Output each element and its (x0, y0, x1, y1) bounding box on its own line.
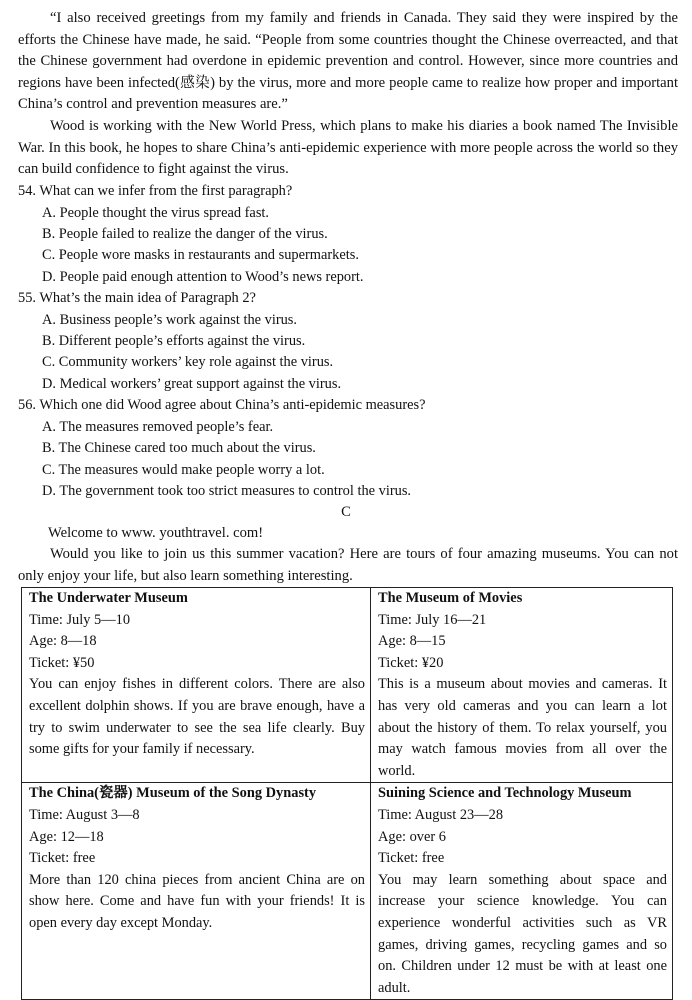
museum-description: More than 120 china pieces from ancient China are on show here. Come and have fun with your friends! It is open every day except Monday. (29, 871, 365, 931)
museum-time: Time: July 5—10 (29, 611, 131, 628)
museum-age: Age: 8—18 (29, 633, 97, 650)
section-heading: C (341, 504, 351, 520)
question-55-option-c: C. Community workers’ key role against the virus. (42, 354, 334, 370)
museum-ticket: Ticket: ¥20 (378, 654, 444, 671)
museum-age: Age: 12—18 (29, 828, 104, 845)
passage-paragraph-2: Wood is working with the New World Press, which plans to make his diaries a book named The Invisible War. In this book, he hopes to share China’s anti-epidemic experience with more people across the world so they can build confidence to fight against the virus. (18, 118, 678, 178)
museum-age: Age: over 6 (378, 828, 446, 845)
museum-title: The Museum of Movies (378, 590, 523, 606)
question-54-option-c: C. People wore masks in restaurants and supermarkets. (42, 247, 359, 263)
museum-time: Time: August 23—28 (378, 806, 504, 823)
museum-time: Time: August 3—8 (29, 806, 140, 823)
museum-description: This is a museum about movies and cameras. It has very old cameras and you can learn a lot about the history of them. To relax yourself, you may watch famous movies from all over the world. (378, 676, 667, 779)
museum-ticket: Ticket: free (378, 850, 445, 867)
museum-title: Suining Science and Technology Museum (378, 785, 632, 802)
museum-table (21, 587, 673, 1000)
question-56-option-d: D. The government took too strict measures to control the virus. (42, 483, 412, 499)
museum-cell-science (371, 783, 673, 1000)
museum-time: Time: July 16—21 (378, 611, 487, 628)
museum-description: You may learn something about space and increase your science knowledge. You can experience wonderful activities such as VR games, driving games, recycling games and so on. Children under 12 must be with at least one adult. (378, 871, 667, 996)
question-56-option-a: A. The measures removed people’s fear. (42, 419, 274, 435)
museum-title: The China(瓷器) Museum of the Song Dynasty (29, 785, 317, 802)
question-56-option-c: C. The measures would make people worry a lot. (42, 462, 325, 478)
question-54-option-d: D. People paid enough attention to Wood’s news report. (42, 269, 364, 285)
question-56-option-b: B. The Chinese cared too much about the virus. (42, 440, 316, 456)
question-55-option-a: A. Business people’s work against the virus. (42, 312, 298, 328)
museum-ticket: Ticket: free (29, 850, 96, 867)
question-55-option-b: B. Different people’s efforts against the virus. (42, 333, 306, 349)
museum-ticket: Ticket: ¥50 (29, 654, 95, 671)
question-54-option-b: B. People failed to realize the danger of the virus. (42, 226, 328, 242)
museum-cell-movies (371, 588, 673, 783)
table-row (22, 588, 673, 783)
passage-paragraph-1: “I also received greetings from my family and friends in Canada. They said they were inspired by the efforts the Chinese have made, he said. “People from some countries thought the Chinese overreacted, and that the Chinese government had overdone in epidemic prevention and control. However, since more countries and regions have been infected(感染) by the virus, more and more people came to realize how proper and important China’s control and prevention measures are.” (18, 10, 678, 113)
museum-title: The Underwater Museum (29, 590, 188, 606)
welcome-line: Welcome to www. youthtravel. com! (48, 525, 264, 541)
question-54-stem: 54. What can we infer from the first paragraph? (18, 183, 293, 199)
question-54-option-a: A. People thought the virus spread fast. (42, 205, 270, 221)
question-55-option-d: D. Medical workers’ great support against the virus. (42, 376, 342, 392)
museum-cell-china (22, 783, 371, 1000)
question-56-stem: 56. Which one did Wood agree about China’s anti-epidemic measures? (18, 397, 426, 413)
museum-cell-underwater (22, 588, 371, 783)
table-row (22, 783, 673, 1000)
section-intro: Would you like to join us this summer vacation? Here are tours of four amazing museums. You can not only enjoy your life, but also learn something interesting. (18, 546, 678, 584)
museum-description: You can enjoy fishes in different colors. There are also excellent dolphin shows. If you are brave enough, have a try to swim underwater to see the sea life clearly. Buy some gifts for your family if necessary. (29, 676, 365, 758)
museum-age: Age: 8—15 (378, 633, 446, 650)
question-55-stem: 55. What’s the main idea of Paragraph 2? (18, 290, 256, 306)
